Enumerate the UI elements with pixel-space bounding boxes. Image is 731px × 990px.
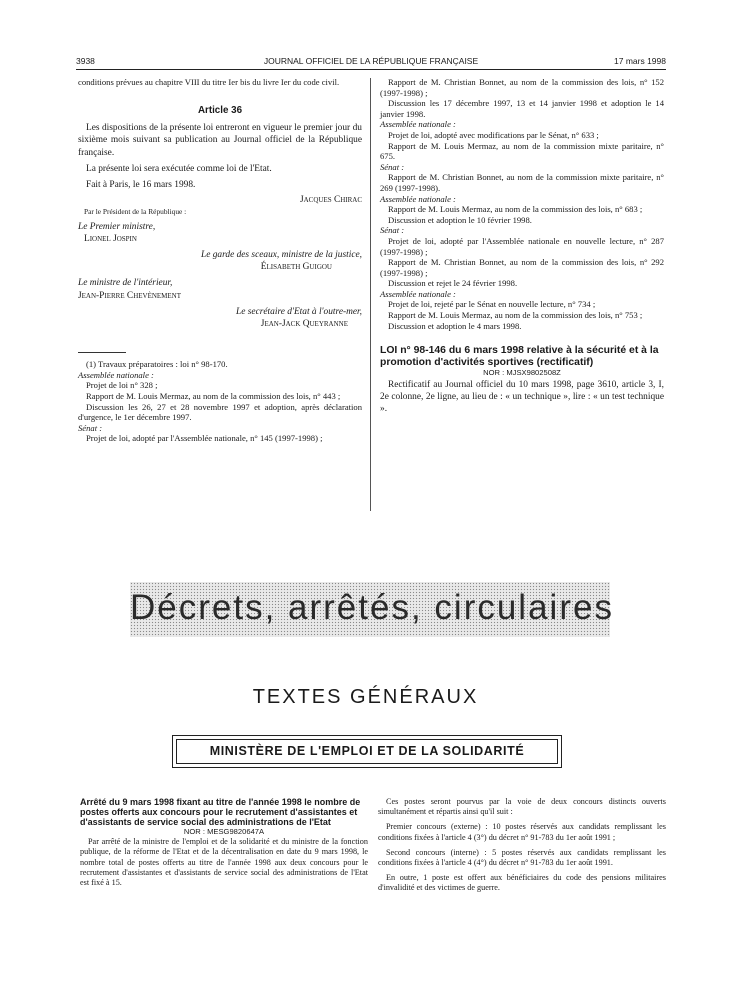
left-column <box>78 77 362 444</box>
history-entry: Rapport de M. Louis Mermaz, au nom de la commission des lois, n° 683 ; <box>388 204 643 215</box>
page-number: 3938 <box>76 56 95 66</box>
history-entry: Projet de loi, rejeté par le Sénat en nouvelle lecture, n° 734 ; <box>388 299 596 310</box>
article-paragraph: La présente loi sera exécutée comme loi de l'Etat. <box>86 163 272 174</box>
assembly-heading: Sénat : <box>380 225 405 236</box>
column-divider <box>370 78 371 511</box>
minister-name: Lionel Jospin <box>84 233 137 244</box>
assembly-heading: Assemblée nationale : <box>380 288 456 299</box>
legislative-history <box>380 77 664 331</box>
page-header <box>76 56 666 68</box>
assembly-heading: Assemblée nationale : <box>78 369 154 380</box>
history-entry: Rapport de M. Christian Bonnet, au nom de la commission des lois, n° 292 (1997-1998) ; <box>380 257 664 278</box>
arrete-body: Par arrêté de la ministre de l'emploi et de la solidarité et du ministre de la fonction publique, de la réforme de l'Etat et de la décentralisation en date du 9 mars 1998, le nombre total de postes offerts au titre de l'année 1998 aux deux concours pour le recrutement d'assistantes et d'assistants de service social des administrations de l'Etat est fixé à 15. <box>80 837 368 888</box>
history-entry: Projet de loi, adopté avec modifications par le Sénat, n° 633 ; <box>388 129 599 140</box>
minister-title: Le secrétaire d'Etat à l'outre-mer, <box>236 306 362 317</box>
history-entry: Projet de loi n° 328 ; <box>86 380 158 391</box>
footnote-rule <box>78 352 126 353</box>
arrete-paragraph: Ces postes seront pourvus par la voie de deux concours distincts ouverts simultanément et répartis ainsi qu'il suit : <box>378 797 666 817</box>
arrete-left-column <box>80 797 368 888</box>
article-title: Article 36 <box>197 104 243 116</box>
loi-title: LOI n° 98-146 du 6 mars 1998 relative à la sécurité et à la promotion d'activités sportives (rectificatif) <box>380 345 659 368</box>
loi-body: Rectificatif au Journal officiel du 10 mars 1998, page 3610, article 3, I, 2e colonne, 2e ligne, au lieu de : « un technique », lire : « un test technique ». <box>380 380 664 415</box>
history-entry: Discussion les 17 décembre 1997, 13 et 14 janvier 1998 et adoption le 14 janvier 1998. <box>380 98 664 119</box>
footnote-lead: (1) Travaux préparatoires : loi n° 98-170. <box>86 359 228 370</box>
issue-date: 17 mars 1998 <box>614 56 666 66</box>
section-banner <box>130 582 614 637</box>
article-paragraph: Les dispositions de la présente loi entreront en vigueur le premier jour du sixième mois suivant sa publication au Journal officiel de la République française. <box>78 123 362 158</box>
journal-title: JOURNAL OFFICIEL DE LA RÉPUBLIQUE FRANÇAISE <box>263 56 479 66</box>
signature-place-date: Fait à Paris, le 16 mars 1998. <box>86 180 196 190</box>
ministry-title: MINISTÈRE DE L'EMPLOI ET DE LA SOLIDARITÉ <box>176 739 558 764</box>
arrete-paragraph: Second concours (interne) : 5 postes réservés aux candidats remplissant les conditions fixées à l'article 4 (4°) du décret n° 91-783 du 1er août 1991. <box>378 847 666 868</box>
signer-name: Jacques Chirac <box>299 195 362 206</box>
nor-reference: NOR : MJSX9802508Z <box>483 368 561 378</box>
history-entry: Discussion les 26, 27 et 28 novembre 1997 et adoption, après déclaration d'urgence, le 1er décembre 1997. <box>78 401 362 423</box>
history-entry: Discussion et adoption le 10 février 1998. <box>388 214 532 225</box>
article-continuation: conditions prévues au chapitre VIII du titre Ier bis du livre Ier du code civil. <box>78 77 340 87</box>
arrete-right-column <box>378 797 666 894</box>
loi-block <box>380 345 664 415</box>
footnote-list <box>78 370 362 444</box>
history-entry: Rapport de M. Christian Bonnet, au nom de la commission mixte paritaire, n° 269 (1997-1998). <box>380 172 664 193</box>
history-entry: Rapport de M. Louis Mermaz, au nom de la commission des lois, n° 443 ; <box>86 391 341 402</box>
minister-title: Le ministre de l'intérieur, <box>78 278 173 289</box>
header-rule <box>76 69 666 70</box>
arrete-paragraph: En outre, 1 poste est offert aux bénéficiaires du code des pensions militaires d'invalidité et des victimes de guerre. <box>378 873 666 893</box>
history-entry: Projet de loi, adopté par l'Assemblée nationale en nouvelle lecture, n° 287 (1997-1998) ; <box>380 235 664 257</box>
history-entry: Discussion et adoption le 4 mars 1998. <box>388 320 522 331</box>
history-entry: Rapport de M. Louis Mermaz, au nom de la commission mixte paritaire, n° 675. <box>380 140 664 162</box>
right-column <box>380 77 664 416</box>
minister-title: Le garde des sceaux, ministre de la justice, <box>201 250 362 261</box>
countersign-intro: Par le Président de la République : <box>84 207 187 217</box>
minister-name: Élisabeth Guigou <box>260 262 332 273</box>
minister-title: Le Premier ministre, <box>78 221 156 232</box>
ministry-box <box>172 735 562 768</box>
history-entry: Projet de loi, adopté par l'Assemblée nationale, n° 145 (1997-1998) ; <box>86 433 323 444</box>
history-entry: Rapport de M. Christian Bonnet, au nom de la commission des lois, n° 152 (1997-1998) ; <box>380 77 664 98</box>
arrete-paragraph: Premier concours (externe) : 10 postes réservés aux candidats remplissant les conditions fixées à l'article 4 (3°) du décret n° 91-783 du 1er août 1991 ; <box>378 822 666 842</box>
nor-reference: NOR : MESG9820647A <box>183 827 265 836</box>
section-heading: TEXTES GÉNÉRAUX <box>252 686 479 708</box>
assembly-heading: Assemblée nationale : <box>380 193 456 204</box>
assembly-heading: Sénat : <box>78 422 103 433</box>
assembly-heading: Sénat : <box>380 161 405 172</box>
history-entry: Rapport de M. Louis Mermaz, au nom de la commission des lois, n° 753 ; <box>388 310 643 321</box>
section-banner-title: Décrets, arrêtés, circulaires <box>130 588 614 627</box>
history-entry: Discussion et rejet le 24 février 1998. <box>388 278 518 289</box>
arrete-title: Arrêté du 9 mars 1998 fixant au titre de l'année 1998 le nombre de postes offerts aux concours pour le recrutement d'assistantes et d'assistants de service social des administrations de l'Etat <box>80 797 361 827</box>
minister-name: Jean-Jack Queyranne <box>260 319 348 330</box>
minister-name: Jean-Pierre Chevènement <box>78 290 182 301</box>
assembly-heading: Assemblée nationale : <box>380 119 456 130</box>
